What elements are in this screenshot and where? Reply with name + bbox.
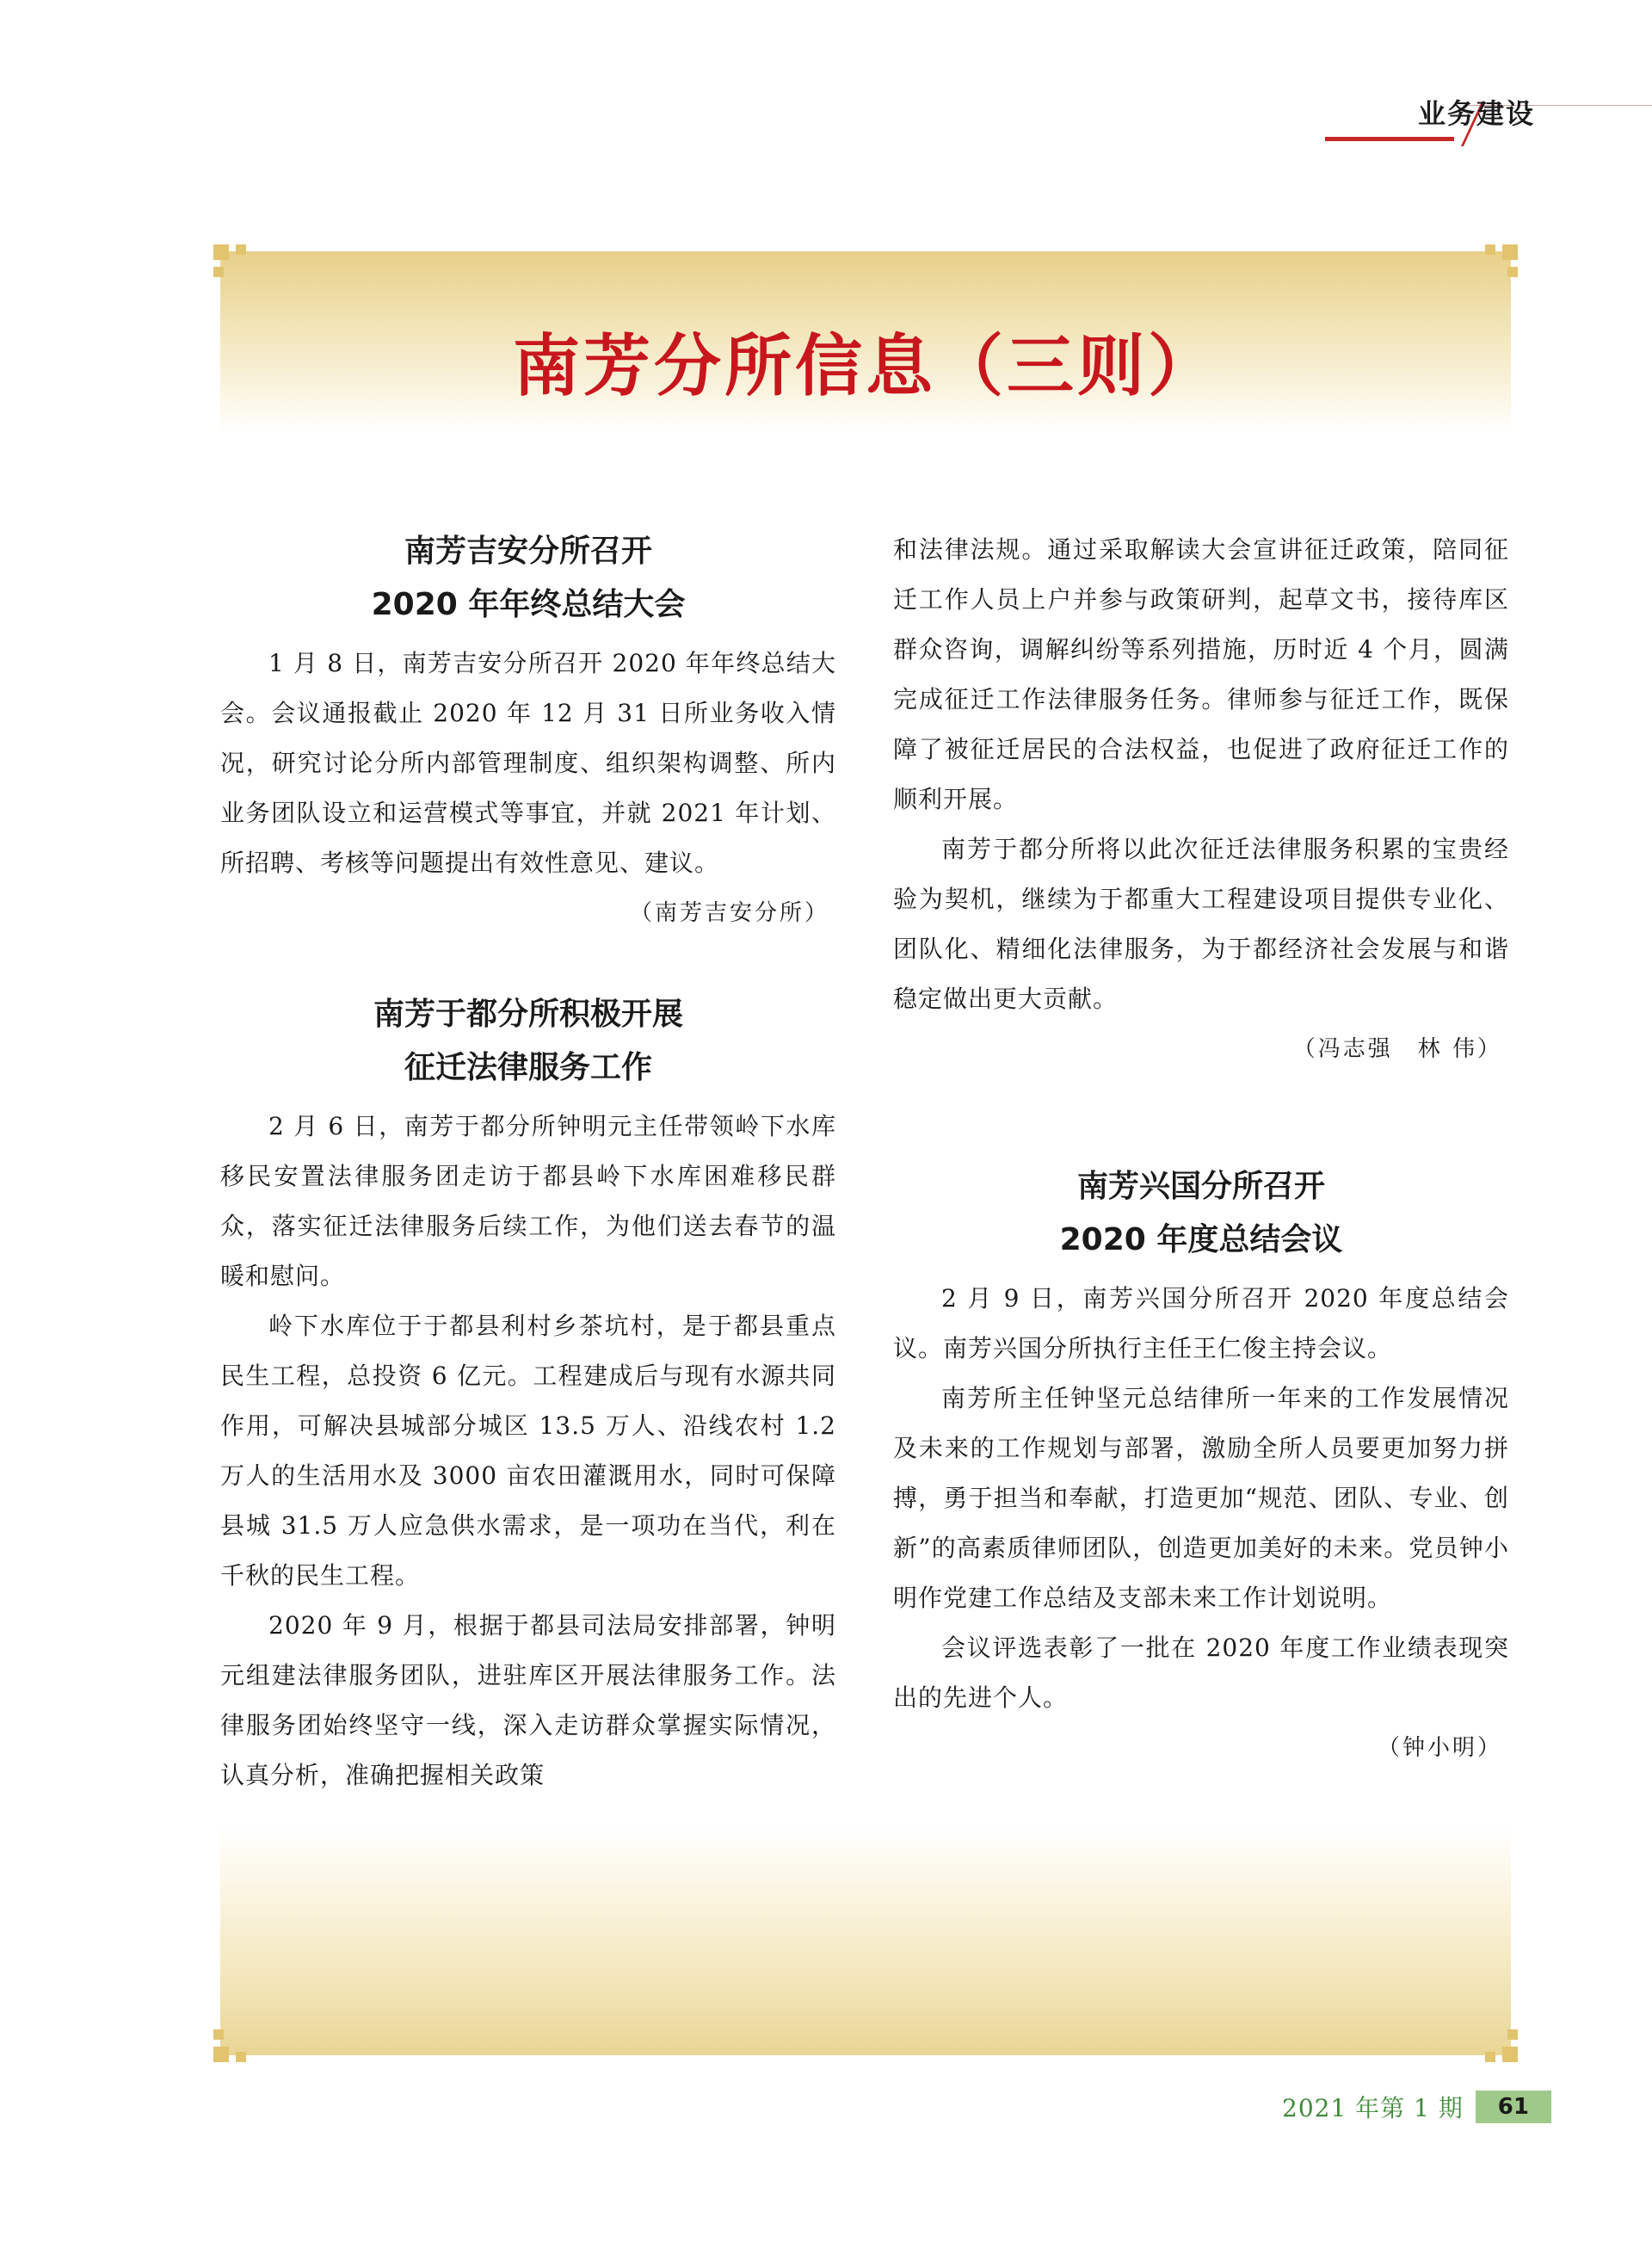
section-header [1418,96,1535,131]
article-title: 南芳于都分所积极开展 征迁法律服务工作 [373,997,683,1085]
article-title: 南芳兴国分所召开 2020 年度总结会议 [1059,1169,1343,1257]
page-footer [1282,2090,1551,2124]
article-source: （南芳吉安分所） [629,900,829,926]
page-title: 南芳分所信息（三则） [512,328,1218,405]
article-paragraph: 南芳所主任钟坚元总结律所一年来的工作发展情况及未来的工作规划与部署，激励全所人员要更加努力拼搏，勇于担当和奉献，打造更加“规范、团队、专业、创新”的高素质律师团队，创造更加美好的未来。党员钟小明作党建工作总结及支部未来工作计划说明。 [893,1384,1509,1612]
panel-corner-decoration [213,2047,229,2062]
article-title: 南芳吉安分所召开 2020 年年终总结大会 [371,534,686,622]
article-paragraph: 2 月 9 日，南芳兴国分所召开 2020 年度总结会议。南芳兴国分所执行主任王仁俊主持会议。 [893,1284,1509,1362]
panel-corner-decoration [236,2052,246,2062]
article-paragraph-continued: 和法律法规。通过采取解读大会宣讲征迁政策，陪同征迁工作人员上户并参与政策研判，起草文书，接待库区群众咨询，调解纠纷等系列措施，历时近 4 个月，圆满完成征迁工作法律服务任务。律师参与征迁工作，既保障了被征迁居民的合法权益，也促进了政府征迁工作的顺利开展。 [893,535,1509,813]
article-source: （钟小明） [1377,1735,1502,1761]
panel-corner-decoration [1502,2047,1518,2062]
bottom-background-panel [220,1825,1511,2055]
article-paragraph: 会议评选表彰了一批在 2020 年度工作业绩表现突出的先进个人。 [893,1634,1509,1712]
article-jian [220,525,836,938]
page-number: 61 [1476,2091,1551,2123]
article-yudu [220,988,836,1800]
left-column [220,525,836,1800]
article-paragraph: 岭下水库位于于都县利村乡茶坑村，是于都县重点民生工程，总投资 6 亿元。工程建成后与现有水源共同作用，可解决县城部分城区 13.5 万人、沿线农村 1.2 万人的生活用水及 3000 亩农田灌溉用水，同时可保障县城 31.5 万人应急供水需求，是一项功在当代，利在千秋的民生工程。 [220,1312,836,1590]
article-paragraph: 1 月 8 日，南芳吉安分所召开 2020 年年终总结大会。会议通报截止 2020 年 12 月 31 日所业务收入情况，研究讨论分所内部管理制度、组织架构调整、所内业务团队设立和运营模式等事宜，并就 2021 年计划、所招聘、考核等问题提出有效性意见、建议。 [220,649,836,877]
banner-corner-decoration [1502,244,1518,260]
article-source: （冯志强 林 伟） [1292,1036,1502,1062]
right-column [893,525,1509,1773]
header-underline [1325,137,1454,141]
section-title: 业务建设 [1417,97,1535,130]
article-paragraph: 南芳于都分所将以此次征迁法律服务积累的宝贵经验为契机，继续为于都重大工程建设项目提供专业化、团队化、精细化法律服务，为于都经济社会发展与和谐稳定做出更大贡献。 [893,835,1509,1013]
article-xingguo [893,1160,1509,1773]
panel-corner-decoration [213,2029,224,2040]
article-paragraph: 2 月 6 日，南芳于都分所钟明元主任带领岭下水库移民安置法律服务团走访于都县岭下水库困难移民群众，落实征迁法律服务后续工作，为他们送去春节的温暖和慰问。 [220,1112,836,1290]
title-banner [220,251,1511,434]
banner-corner-decoration [213,267,224,277]
banner-corner-decoration [236,244,246,255]
banner-corner-decoration [213,244,229,260]
panel-corner-decoration [1507,2029,1518,2040]
panel-corner-decoration [1485,2052,1495,2062]
issue-label: 2021 年第 1 期 [1282,2094,1464,2122]
article-paragraph: 2020 年 9 月，根据于都县司法局安排部署，钟明元组建法律服务团队，进驻库区开展法律服务工作。法律服务团始终坚守一线，深入走访群众掌握实际情况，认真分析，准确把握相关政策 [220,1611,836,1789]
banner-corner-decoration [1507,267,1518,277]
banner-corner-decoration [1485,244,1495,255]
